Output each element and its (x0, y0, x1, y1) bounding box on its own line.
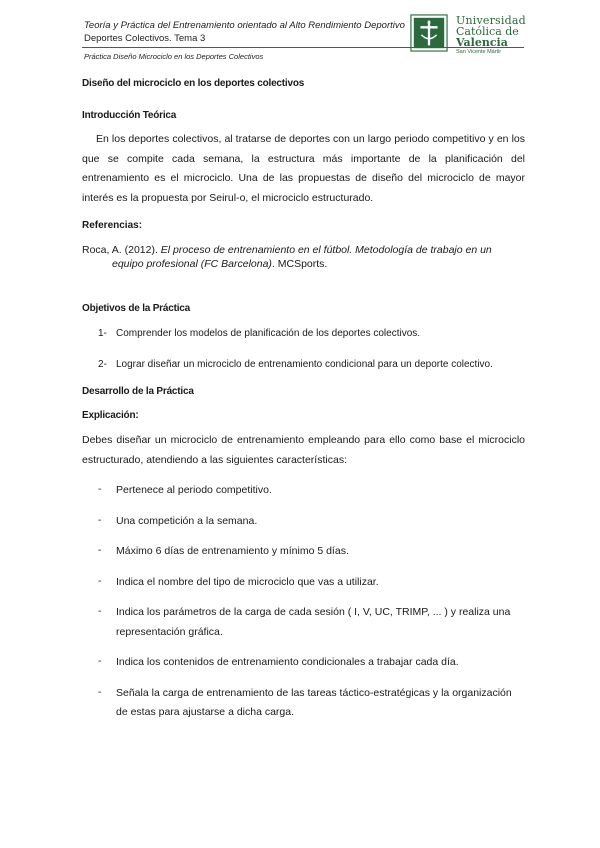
reference-author: Roca, A. (2012). (82, 244, 158, 256)
list-bullet: - (98, 545, 102, 556)
objectives-list (82, 325, 525, 374)
list-item-text: Lograr diseñar un microciclo de entrenamiento condicional para un deporte colectivo. (116, 359, 493, 370)
objectives-heading: Objetivos de la Práctica (82, 303, 191, 314)
list-item (82, 512, 525, 532)
reference-entry (82, 243, 525, 271)
list-item-text: Pertenece al periodo competitivo. (116, 484, 272, 496)
explanation-paragraph: Debes diseñar un microciclo de entrenamiento empleando para ello como base el microciclo estructurado, atendiendo a las siguientes características: (82, 434, 525, 466)
list-item (82, 356, 525, 374)
list-item-text: Máximo 6 días de entrenamiento y mínimo 5 días. (116, 545, 349, 557)
list-item (82, 603, 525, 642)
logo-text-line4: San Vicente Mártir (456, 49, 502, 55)
list-item-text: Señala la carga de entrenamiento de las tareas táctico-estratégicas y la organización de estas para ajustarse a dicha carga. (116, 686, 512, 718)
header-course-title: Teoría y Práctica del Entrenamiento orientado al Alto Rendimiento Deportivo (84, 20, 405, 31)
list-item-number: 1- (98, 328, 107, 339)
document-title: Diseño del microciclo en los deportes colectivos (82, 78, 305, 89)
logo-text-line2: Católica de (456, 25, 519, 38)
list-bullet: - (98, 606, 102, 617)
intro-paragraph: En los deportes colectivos, al tratarse de deportes con un largo periodo competitivo y en los que se compite cada semana, la estructura más importante de la planificación del entrenamiento es el microciclo. Una de las propuestas de diseño del microciclo de mayor interés es la propuesta por Seirul-o, el microciclo estructurado. (82, 133, 525, 204)
list-item (82, 481, 525, 501)
list-item (82, 653, 525, 673)
list-item (82, 542, 525, 562)
header-practice-title: Práctica Diseño Microciclo en los Deportes Colectivos (84, 52, 264, 61)
university-crest-icon (410, 14, 448, 52)
list-item-text: Una competición a la semana. (116, 514, 258, 527)
intro-heading: Introducción Teórica (82, 110, 177, 121)
list-item-text: Comprender los modelos de planificación de los deportes colectivos. (116, 328, 421, 339)
list-bullet: - (98, 656, 102, 667)
university-logo (410, 14, 530, 60)
list-item (82, 684, 525, 723)
list-item-text: Indica los parámetros de la carga de cada sesión ( I, V, UC, TRIMP, ... ) y realiza una representación gráfica. (116, 606, 511, 638)
reference-work: El proceso de entrenamiento en el fútbol. Metodología de trabajo en un equipo profesional (FC Barcelona) (112, 244, 492, 270)
list-bullet: - (98, 484, 102, 495)
logo-text-line1: Universidad (456, 14, 526, 27)
development-heading: Desarrollo de la Práctica (82, 386, 194, 397)
list-item (82, 325, 525, 343)
list-bullet: - (98, 575, 102, 587)
list-item-number: 2- (98, 359, 107, 370)
explanation-heading: Explicación: (82, 410, 139, 421)
logo-text-line3: Valencia (456, 36, 508, 49)
list-bullet: - (98, 514, 102, 526)
header-subject: Deportes Colectivos. Tema 3 (84, 33, 206, 44)
requirements-list (82, 481, 525, 723)
list-item (82, 573, 525, 593)
reference-publisher: . MCSports. (271, 258, 328, 270)
references-heading: Referencias: (82, 220, 143, 231)
list-item-text: Indica el nombre del tipo de microciclo que vas a utilizar. (116, 575, 379, 588)
list-bullet: - (98, 686, 102, 698)
document-body (82, 78, 525, 723)
list-item-text: Indica los contenidos de entrenamiento condicionales a trabajar cada día. (116, 656, 459, 668)
